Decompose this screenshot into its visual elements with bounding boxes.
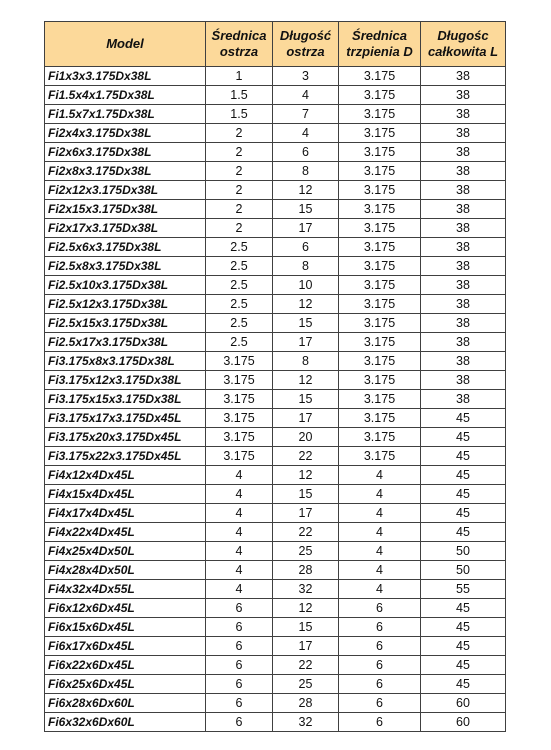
cell-model: Fi6x28x6Dx60L: [45, 694, 206, 713]
cell-blade-length: 8: [273, 352, 339, 371]
cell-blade-diameter: 2: [206, 162, 273, 181]
cell-shank-diameter: 4: [339, 523, 421, 542]
table-row: [45, 447, 506, 466]
table-row: [45, 561, 506, 580]
cell-shank-diameter: 3.175: [339, 371, 421, 390]
cell-blade-length: 10: [273, 276, 339, 295]
cell-model: Fi6x32x6Dx60L: [45, 713, 206, 732]
cell-blade-length: 20: [273, 428, 339, 447]
table-row: [45, 409, 506, 428]
cell-total-length: 45: [421, 447, 506, 466]
cell-shank-diameter: 3.175: [339, 428, 421, 447]
cell-total-length: 45: [421, 428, 506, 447]
cell-model: Fi6x12x6Dx45L: [45, 599, 206, 618]
cell-total-length: 38: [421, 390, 506, 409]
cell-blade-diameter: 2.5: [206, 295, 273, 314]
header-row: [45, 22, 506, 67]
cell-total-length: 38: [421, 371, 506, 390]
cell-total-length: 38: [421, 276, 506, 295]
cell-total-length: 38: [421, 333, 506, 352]
cell-shank-diameter: 3.175: [339, 86, 421, 105]
cell-blade-length: 3: [273, 67, 339, 86]
cell-total-length: 38: [421, 124, 506, 143]
table-row: [45, 124, 506, 143]
cell-blade-length: 15: [273, 200, 339, 219]
cell-total-length: 45: [421, 618, 506, 637]
cell-model: Fi3.175x22x3.175Dx45L: [45, 447, 206, 466]
header-shank-diameter-line1: Średnica: [352, 28, 407, 43]
cell-model: Fi3.175x20x3.175Dx45L: [45, 428, 206, 447]
cell-blade-diameter: 6: [206, 599, 273, 618]
cell-blade-diameter: 6: [206, 656, 273, 675]
cell-blade-length: 8: [273, 257, 339, 276]
cell-blade-diameter: 4: [206, 504, 273, 523]
cell-total-length: 50: [421, 542, 506, 561]
cell-model: Fi2.5x12x3.175Dx38L: [45, 295, 206, 314]
table-row: [45, 656, 506, 675]
cell-shank-diameter: 4: [339, 580, 421, 599]
cell-shank-diameter: 3.175: [339, 143, 421, 162]
cell-model: Fi2x17x3.175Dx38L: [45, 219, 206, 238]
cell-model: Fi4x12x4Dx45L: [45, 466, 206, 485]
cell-total-length: 38: [421, 352, 506, 371]
cell-model: Fi6x17x6Dx45L: [45, 637, 206, 656]
cell-model: Fi2x15x3.175Dx38L: [45, 200, 206, 219]
cell-blade-diameter: 2.5: [206, 238, 273, 257]
cell-blade-length: 4: [273, 124, 339, 143]
cell-shank-diameter: 4: [339, 485, 421, 504]
table-row: [45, 333, 506, 352]
cell-model: Fi4x32x4Dx55L: [45, 580, 206, 599]
cell-blade-length: 32: [273, 580, 339, 599]
header-shank-diameter: [339, 22, 421, 67]
table-row: [45, 675, 506, 694]
cell-shank-diameter: 6: [339, 618, 421, 637]
cell-shank-diameter: 6: [339, 675, 421, 694]
table-row: [45, 200, 506, 219]
cell-total-length: 38: [421, 162, 506, 181]
table-row: [45, 542, 506, 561]
table-row: [45, 371, 506, 390]
cell-blade-diameter: 1.5: [206, 86, 273, 105]
table-row: [45, 276, 506, 295]
cell-blade-length: 15: [273, 485, 339, 504]
cell-shank-diameter: 3.175: [339, 295, 421, 314]
cell-blade-diameter: 6: [206, 675, 273, 694]
cell-blade-length: 7: [273, 105, 339, 124]
cell-total-length: 38: [421, 67, 506, 86]
cell-total-length: 38: [421, 238, 506, 257]
cell-model: Fi2.5x8x3.175Dx38L: [45, 257, 206, 276]
cell-shank-diameter: 3.175: [339, 200, 421, 219]
cell-total-length: 45: [421, 504, 506, 523]
cell-total-length: 38: [421, 295, 506, 314]
cell-blade-length: 22: [273, 523, 339, 542]
cell-blade-diameter: 6: [206, 637, 273, 656]
cell-blade-length: 32: [273, 713, 339, 732]
cell-model: Fi4x28x4Dx50L: [45, 561, 206, 580]
table-row: [45, 238, 506, 257]
table-row: [45, 295, 506, 314]
table-row: [45, 314, 506, 333]
cell-model: Fi6x25x6Dx45L: [45, 675, 206, 694]
cell-total-length: 38: [421, 219, 506, 238]
cell-shank-diameter: 6: [339, 599, 421, 618]
cell-blade-length: 28: [273, 561, 339, 580]
table-header: [45, 22, 506, 67]
cell-blade-length: 25: [273, 542, 339, 561]
cell-blade-diameter: 3.175: [206, 390, 273, 409]
cell-shank-diameter: 3.175: [339, 124, 421, 143]
cell-blade-length: 17: [273, 409, 339, 428]
cell-blade-diameter: 2: [206, 200, 273, 219]
cell-total-length: 45: [421, 485, 506, 504]
cell-blade-diameter: 2.5: [206, 257, 273, 276]
cell-blade-length: 17: [273, 504, 339, 523]
table-row: [45, 504, 506, 523]
cell-blade-diameter: 2.5: [206, 276, 273, 295]
cell-model: Fi3.175x17x3.175Dx45L: [45, 409, 206, 428]
table-row: [45, 181, 506, 200]
cell-blade-length: 15: [273, 314, 339, 333]
cell-shank-diameter: 3.175: [339, 352, 421, 371]
cell-shank-diameter: 3.175: [339, 181, 421, 200]
table-row: [45, 428, 506, 447]
cell-total-length: 45: [421, 523, 506, 542]
cell-shank-diameter: 6: [339, 694, 421, 713]
table-row: [45, 86, 506, 105]
cell-model: Fi2x4x3.175Dx38L: [45, 124, 206, 143]
cell-shank-diameter: 3.175: [339, 314, 421, 333]
cell-blade-diameter: 4: [206, 523, 273, 542]
table-row: [45, 637, 506, 656]
cell-total-length: 55: [421, 580, 506, 599]
cell-blade-diameter: 2.5: [206, 333, 273, 352]
spec-table: [44, 21, 506, 732]
header-model: [45, 22, 206, 67]
cell-total-length: 38: [421, 257, 506, 276]
table-row: [45, 713, 506, 732]
cell-shank-diameter: 3.175: [339, 162, 421, 181]
header-blade-length: [273, 22, 339, 67]
cell-total-length: 38: [421, 314, 506, 333]
cell-model: Fi2x6x3.175Dx38L: [45, 143, 206, 162]
cell-model: Fi4x22x4Dx45L: [45, 523, 206, 542]
cell-blade-diameter: 1: [206, 67, 273, 86]
cell-model: Fi3.175x15x3.175Dx38L: [45, 390, 206, 409]
table-row: [45, 219, 506, 238]
cell-shank-diameter: 3.175: [339, 409, 421, 428]
table-row: [45, 466, 506, 485]
cell-blade-length: 4: [273, 86, 339, 105]
cell-shank-diameter: 6: [339, 713, 421, 732]
cell-total-length: 60: [421, 713, 506, 732]
cell-model: Fi2.5x17x3.175Dx38L: [45, 333, 206, 352]
cell-model: Fi1.5x7x1.75Dx38L: [45, 105, 206, 124]
table-row: [45, 105, 506, 124]
cell-blade-length: 12: [273, 466, 339, 485]
cell-total-length: 45: [421, 466, 506, 485]
cell-blade-diameter: 2: [206, 124, 273, 143]
table-row: [45, 67, 506, 86]
cell-shank-diameter: 4: [339, 466, 421, 485]
cell-blade-diameter: 4: [206, 561, 273, 580]
header-blade-diameter-line1: Średnica: [211, 28, 267, 43]
cell-blade-length: 17: [273, 333, 339, 352]
table-row: [45, 352, 506, 371]
table-row: [45, 599, 506, 618]
table-row: [45, 694, 506, 713]
cell-blade-length: 12: [273, 371, 339, 390]
cell-model: Fi2x8x3.175Dx38L: [45, 162, 206, 181]
table-row: [45, 143, 506, 162]
cell-shank-diameter: 4: [339, 561, 421, 580]
cell-blade-length: 12: [273, 181, 339, 200]
table-row: [45, 618, 506, 637]
cell-blade-length: 12: [273, 295, 339, 314]
cell-total-length: 38: [421, 143, 506, 162]
header-shank-diameter-line2: trzpienia D: [346, 44, 413, 59]
cell-total-length: 38: [421, 86, 506, 105]
cell-model: Fi4x17x4Dx45L: [45, 504, 206, 523]
cell-shank-diameter: 3.175: [339, 447, 421, 466]
cell-blade-length: 15: [273, 618, 339, 637]
header-total-length-line1: Długośc: [437, 28, 489, 43]
cell-model: Fi4x15x4Dx45L: [45, 485, 206, 504]
cell-blade-length: 25: [273, 675, 339, 694]
cell-blade-diameter: 2: [206, 219, 273, 238]
cell-model: Fi3.175x12x3.175Dx38L: [45, 371, 206, 390]
cell-model: Fi4x25x4Dx50L: [45, 542, 206, 561]
cell-blade-diameter: 3.175: [206, 371, 273, 390]
header-total-length-line2: całkowita L: [427, 44, 499, 59]
table-row: [45, 485, 506, 504]
cell-total-length: 45: [421, 599, 506, 618]
cell-blade-diameter: 3.175: [206, 352, 273, 371]
cell-blade-length: 28: [273, 694, 339, 713]
cell-shank-diameter: 3.175: [339, 257, 421, 276]
cell-blade-diameter: 4: [206, 485, 273, 504]
cell-blade-diameter: 4: [206, 542, 273, 561]
cell-blade-length: 12: [273, 599, 339, 618]
cell-model: Fi6x22x6Dx45L: [45, 656, 206, 675]
cell-shank-diameter: 3.175: [339, 105, 421, 124]
table-row: [45, 580, 506, 599]
cell-shank-diameter: 3.175: [339, 390, 421, 409]
cell-blade-length: 17: [273, 637, 339, 656]
cell-blade-diameter: 4: [206, 580, 273, 599]
cell-total-length: 38: [421, 181, 506, 200]
cell-blade-diameter: 3.175: [206, 447, 273, 466]
cell-total-length: 45: [421, 637, 506, 656]
cell-total-length: 38: [421, 105, 506, 124]
cell-model: Fi2.5x6x3.175Dx38L: [45, 238, 206, 257]
cell-blade-length: 6: [273, 238, 339, 257]
cell-total-length: 45: [421, 656, 506, 675]
header-blade-length-line2: ostrza: [286, 44, 325, 59]
cell-shank-diameter: 6: [339, 656, 421, 675]
cell-model: Fi2.5x10x3.175Dx38L: [45, 276, 206, 295]
cell-shank-diameter: 3.175: [339, 67, 421, 86]
cell-blade-diameter: 4: [206, 466, 273, 485]
cell-blade-diameter: 2: [206, 143, 273, 162]
cell-shank-diameter: 3.175: [339, 333, 421, 352]
cell-blade-length: 17: [273, 219, 339, 238]
cell-model: Fi1x3x3.175Dx38L: [45, 67, 206, 86]
header-model-label: Model: [106, 36, 144, 51]
cell-blade-diameter: 2.5: [206, 314, 273, 333]
table-body: [45, 67, 506, 732]
cell-total-length: 45: [421, 675, 506, 694]
cell-blade-length: 22: [273, 447, 339, 466]
cell-model: Fi2x12x3.175Dx38L: [45, 181, 206, 200]
cell-blade-length: 8: [273, 162, 339, 181]
cell-model: Fi3.175x8x3.175Dx38L: [45, 352, 206, 371]
cell-shank-diameter: 6: [339, 637, 421, 656]
cell-blade-diameter: 3.175: [206, 409, 273, 428]
cell-blade-length: 6: [273, 143, 339, 162]
header-blade-diameter: [206, 22, 273, 67]
header-total-length: [421, 22, 506, 67]
cell-blade-length: 15: [273, 390, 339, 409]
table-row: [45, 523, 506, 542]
cell-blade-diameter: 3.175: [206, 428, 273, 447]
cell-total-length: 60: [421, 694, 506, 713]
table-row: [45, 390, 506, 409]
cell-blade-diameter: 6: [206, 618, 273, 637]
cell-model: Fi2.5x15x3.175Dx38L: [45, 314, 206, 333]
header-blade-diameter-line2: ostrza: [219, 44, 259, 59]
cell-blade-length: 22: [273, 656, 339, 675]
cell-total-length: 50: [421, 561, 506, 580]
cell-model: Fi1.5x4x1.75Dx38L: [45, 86, 206, 105]
cell-shank-diameter: 4: [339, 542, 421, 561]
header-blade-length-line1: Długość: [279, 28, 332, 43]
cell-blade-diameter: 2: [206, 181, 273, 200]
cell-shank-diameter: 4: [339, 504, 421, 523]
cell-blade-diameter: 6: [206, 694, 273, 713]
cell-model: Fi6x15x6Dx45L: [45, 618, 206, 637]
table-row: [45, 257, 506, 276]
table-row: [45, 162, 506, 181]
cell-blade-diameter: 6: [206, 713, 273, 732]
cell-shank-diameter: 3.175: [339, 219, 421, 238]
cell-total-length: 45: [421, 409, 506, 428]
cell-total-length: 38: [421, 200, 506, 219]
cell-shank-diameter: 3.175: [339, 238, 421, 257]
cell-blade-diameter: 1.5: [206, 105, 273, 124]
cell-shank-diameter: 3.175: [339, 276, 421, 295]
